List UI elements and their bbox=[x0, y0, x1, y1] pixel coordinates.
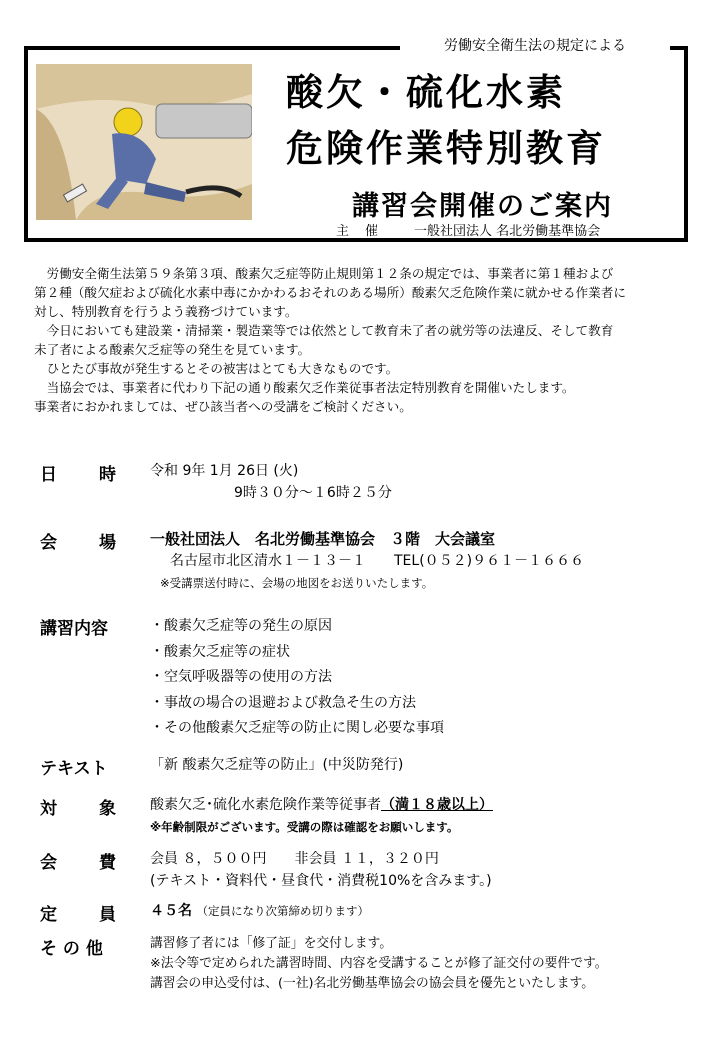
text-value: 「新 酸素欠乏症等の防止」(中災防発行) bbox=[150, 757, 404, 773]
capacity-label: 定 員 bbox=[40, 905, 116, 925]
title-line-2: 危険作業特別教育 bbox=[286, 127, 606, 170]
content-item: ・その他酸素欠乏症等の防止に関し必要な事項 bbox=[150, 720, 444, 736]
venue-value bbox=[150, 528, 584, 594]
other-label: そ の 他 bbox=[40, 939, 103, 959]
venue-line-1: 一般社団法人 名北労働基準協会 ３階 大会議室 bbox=[150, 530, 496, 548]
organizer bbox=[336, 220, 600, 239]
fee-value bbox=[150, 848, 492, 892]
intro-line: 第２種（酸欠症および硫化水素中毒にかかわるおそれのある場所）酸素欠乏危険作業に就かせる作業者に bbox=[34, 285, 626, 300]
venue-label: 会 場 bbox=[40, 533, 116, 553]
intro-text bbox=[34, 264, 706, 416]
capacity-note: （定員になり次第締め切ります） bbox=[196, 904, 369, 918]
date-value bbox=[150, 460, 392, 504]
capacity-value bbox=[150, 900, 369, 922]
venue-line-2: 名古屋市北区清水１－１３－１ TEL(０５２)９６１－１６６６ bbox=[170, 553, 585, 569]
date-label: 日 時 bbox=[40, 465, 116, 485]
organizer-label: 主催 bbox=[336, 224, 395, 239]
content-list bbox=[150, 614, 444, 742]
content-item: ・事故の場合の退避および救急そ生の方法 bbox=[150, 694, 416, 711]
content-item: ・酸素欠乏症等の発生の原因 bbox=[150, 618, 332, 634]
worker-illustration bbox=[36, 64, 252, 220]
intro-line: 事業者におかれましては、ぜひ該当者への受講をご検討ください。 bbox=[34, 399, 412, 414]
target-text: 酸素欠乏･硫化水素危険作業等従事者 bbox=[150, 797, 381, 813]
target-line bbox=[150, 794, 493, 816]
subtitle: 講習会開催のご案内 bbox=[352, 191, 613, 222]
intro-line: 当協会では、事業者に代わり下記の通り酸素欠乏作業従事者法定特別教育を開催いたします。 bbox=[34, 380, 575, 395]
target-age: （満１８歳以上） bbox=[381, 797, 493, 813]
intro-line: 労働安全衛生法第５９条第３項、酸素欠乏症等防止規則第１２条の規定では、事業者に第１種および bbox=[34, 266, 614, 281]
content-label: 講習内容 bbox=[40, 619, 108, 639]
title-line-1: 酸欠・硫化水素 bbox=[286, 71, 566, 114]
other-line: 講習会の申込受付は、(一社)名北労働基準協会の協会員を優先といたします。 bbox=[150, 976, 595, 991]
target-value bbox=[150, 794, 493, 838]
other-line: 講習修了者には「修了証」を交付します。 bbox=[150, 936, 393, 951]
content-item: ・空気呼吸器等の使用の方法 bbox=[150, 669, 332, 685]
date-line-1: 令和 9年 1月 26日 (火) bbox=[150, 463, 299, 479]
capacity-number: ４５名 bbox=[150, 903, 192, 919]
header-tag: 労働安全衛生法の規定による bbox=[400, 32, 670, 58]
content-item: ・酸素欠乏症等の症状 bbox=[150, 643, 290, 660]
intro-line: 対し、特別教育を行うよう義務づけています。 bbox=[34, 304, 298, 319]
fee-label: 会 費 bbox=[40, 853, 116, 873]
date-line-2: 9時３０分～１6時２５分 bbox=[234, 485, 392, 501]
other-line: ※法令等で定められた講習時間、内容を受講することが修了証交付の要件です。 bbox=[150, 956, 608, 971]
other-lines bbox=[150, 934, 608, 994]
target-note: ※年齢制限がございます。受講の際は確認をお願いします。 bbox=[150, 820, 459, 834]
fee-line-2: (テキスト・資料代・昼食代・消費税10%を含みます。) bbox=[150, 873, 492, 889]
venue-note: ※受講票送付時に、会場の地図をお送りいたします。 bbox=[160, 576, 434, 590]
intro-line: 今日においても建設業・清掃業・製造業等では依然として教育未了者の就労等の法違反、そして教育 bbox=[34, 323, 614, 338]
fee-line-1: 会員 ８，５００円 非会員 １１，３２０円 bbox=[150, 851, 439, 867]
organizer-value: 一般社団法人 名北労働基準協会 bbox=[414, 224, 601, 239]
text-label: テキスト bbox=[40, 759, 108, 779]
intro-line: 未了者による酸素欠乏症等の発生を見ています。 bbox=[34, 342, 311, 357]
intro-line: ひとたび事故が発生するとその被害はとても大きなものです。 bbox=[34, 361, 399, 376]
target-label: 対 象 bbox=[40, 799, 116, 819]
